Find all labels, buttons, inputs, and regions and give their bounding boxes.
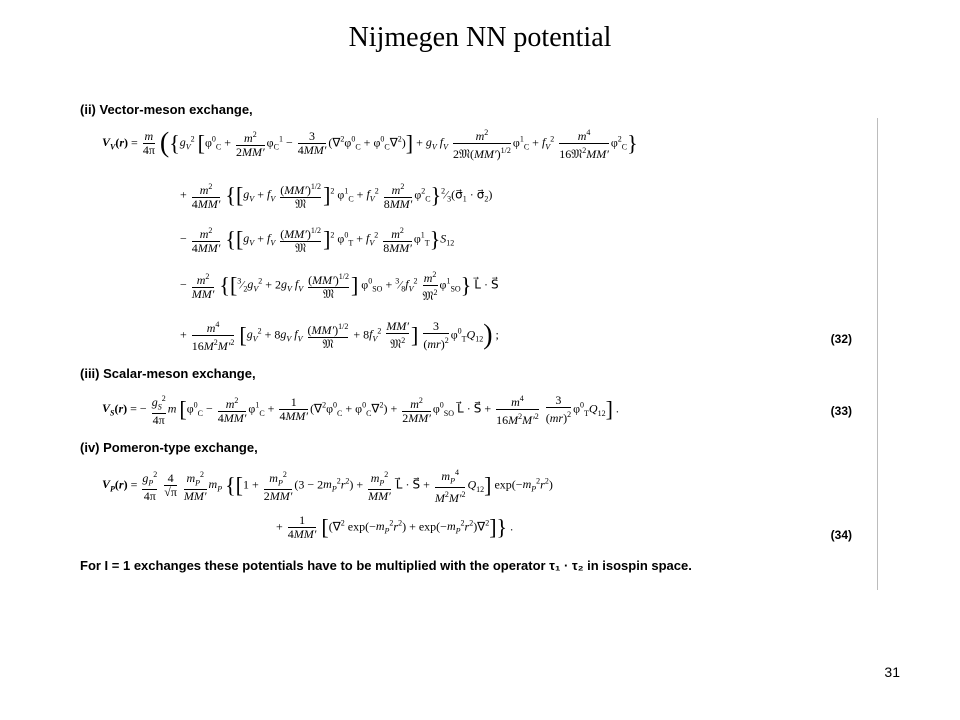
section-heading-scalar: (iii) Scalar-meson exchange, (80, 366, 256, 381)
formula-vector-line-3: − $\frac{m^2}{4MM'}$ {[$g_V + f_V$ $\frac{(MM')^{1/2}}{\text{𝔐}}$ ]$^2$ $\varphi^0_T + f_V^2$ $\frac{m^2}{8MM'}$ $\varphi^1_T\}S_{12}$ (180, 226, 455, 255)
formula-pomeron-line-2: + $\frac{1}{4MM'}$ [(∇$^2$ $\exp(-m_P^2r^2) + \exp(-m_P^2r^2)\nabla^2$]} . (276, 513, 514, 541)
slide-title: Nijmegen NN potential (348, 22, 612, 53)
formula-vector-line-4: − $\frac{m^2}{MM'}$ {[$^3⁄_2g_V^2 + 2g_V$ $f_V$ $\frac{(MM')^{1/2}}{\text{𝔐}}$ ] $\varphi^0_{SO}$ + $^3⁄_8f_V^2$ $\frac{m^2}{𝔐^2}$ $\varphi^1_{SO}$} L⃗ · S⃗ (180, 270, 499, 303)
scan-edge-line (877, 118, 878, 590)
isospin-note: For I = 1 exchanges these potentials have to be multiplied with the operator τ₁ · τ₂ in isospin space. (80, 558, 692, 573)
section-heading-vector: (ii) Vector-meson exchange, (80, 102, 253, 117)
scanned-equations (80, 96, 880, 586)
page-number: 31 (884, 664, 900, 680)
formula-scalar: $V_S(r)$ = − $\frac{g_S^2}{4\pi}$ m [$\varphi^0_C$ − $\frac{m^2}{4MM'}$ $\varphi^1_C$ + $\frac{1}{4MM'}$ $(\nabla^2\varphi^0_C + \varphi^0_C\nabla^2)$ + $\frac{m^2}{2MM'}$ $\varphi^0_{SO}$ L⃗ · S⃗ + $\frac{m^4}{16M^2M'^2}$ $\frac{3}{(mr)^2}$ $\varphi^0_TQ_{12}$] . (102, 393, 619, 428)
formula-pomeron-line-1: $V_P(r)$ = $\frac{g_P^2}{4\pi}$ $\frac{4}{√\pi}$ $\frac{m_P^2}{MM'}$ $m_P$ {[1 + $\frac{m_P^2}{2MM'}$ $(3 - 2m_P^2r^2)$ + $\frac{m_P^2}{MM'}$ L⃗ · S⃗ + $\frac{m_P^4}{M^2M'^2}$ $Q_{12}$] $\exp(-m_P^2r^2)$ (102, 468, 553, 506)
formula-vector-line-5: + $\frac{m^4}{16M^2M'^2}$ [$g_V^2 + 8g_V$ $f_V$ $\frac{(MM')^{1/2}}{\text{𝔐}}$ + $8f_V^2$ $\frac{MM'}{𝔐^2}$ ] $\frac{3}{(mr)^2}$ $\varphi^0_TQ_{12}$) ; (180, 319, 499, 353)
formula-vector-line-1: $V_V(r)$ = $\frac{m}{4\pi}$ ({$g_V^2$ [$\varphi^0_C$ + $\frac{m^2}{2MM'}$ $\varphi_C^1$ − $\frac{3}{4MM'}$ $(\nabla^2\varphi^0_C + \varphi^0_C\nabla^2)] + g_V$ $f_V$ $\frac{m^2}{2𝔐(MM')^{1/2}}$ $\varphi^1_C + f_V^2$ $\frac{m^4}{16𝔐^2MM'}$ $\varphi^2_C$} (102, 127, 638, 161)
formula-vector-line-2: + $\frac{m^2}{4MM'}$ {[$g_V + f_V$ $\frac{(MM')^{1/2}}{\text{𝔐}}$ ]$^2$ $\varphi^1_C + f_V^2$ $\frac{m^2}{8MM'}$ $\varphi^2_C\}^2⁄_3(\sigma⃗_1$ · $\sigma⃗_2$) (180, 182, 493, 211)
section-heading-pomeron: (iv) Pomeron-type exchange, (80, 440, 258, 455)
equation-number-33: (33) (830, 404, 852, 418)
equation-number-32: (32) (830, 332, 852, 346)
equation-number-34: (34) (830, 528, 852, 542)
